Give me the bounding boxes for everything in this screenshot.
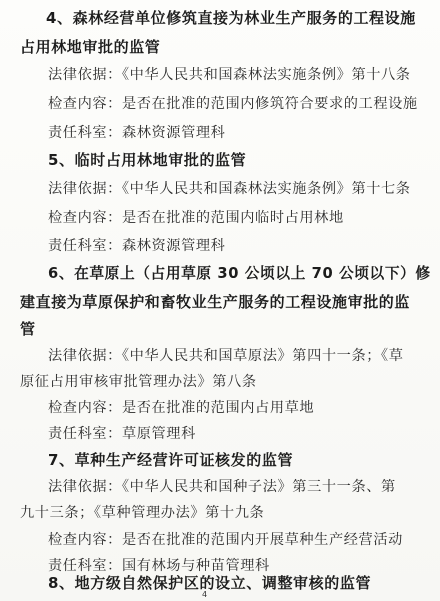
section-5-legal-basis: 法律依据：《中华人民共和国森林法实施条例》第十七条 <box>48 181 411 197</box>
section-4-responsible-dept: 责任科室：森林资源管理科 <box>48 125 226 141</box>
section-6-heading-line-1: 6、在草原上（占用草原 30 公顷以上 70 公顷以下）修 <box>48 265 431 282</box>
section-4-legal-basis: 法律依据：《中华人民共和国森林法实施条例》第十八条 <box>48 67 411 83</box>
section-6-heading-line-2: 建直接为草原保护和畜牧业生产服务的工程设施审批的监 <box>20 293 411 311</box>
section-6-heading-line-3: 管 <box>20 320 36 338</box>
section-5-heading: 5、临时占用林地审批的监管 <box>48 151 247 169</box>
section-6-legal-basis-line-1: 法律依据：《中华人民共和国草原法》第四十一条；《草 <box>48 348 404 364</box>
section-7-inspection-content: 检查内容：是否在批准的范围内开展草种生产经营活动 <box>48 532 403 548</box>
section-4-inspection-content: 检查内容：是否在批准的范围内修筑符合要求的工程设施 <box>48 96 418 112</box>
section-4-heading-line-2: 占用林地审批的监管 <box>20 38 161 56</box>
section-7-responsible-dept: 责任科室：国有林场与种苗管理科 <box>48 558 270 574</box>
section-4-heading-line-1: 4、森林经营单位修筑直接为林业生产服务的工程设施 <box>46 9 416 27</box>
section-5-inspection-content: 检查内容：是否在批准的范围内临时占用林地 <box>48 210 344 226</box>
section-7-legal-basis-line-2: 九十三条；《草种管理办法》第十九条 <box>20 505 265 521</box>
section-7-heading: 7、草种生产经营许可证核发的监管 <box>48 451 294 469</box>
section-6-responsible-dept: 责任科室：草原管理科 <box>48 426 196 442</box>
section-7-legal-basis-line-1: 法律依据：《中华人民共和国种子法》第三十一条、第 <box>48 479 396 495</box>
section-6-legal-basis-line-2: 原征占用审核审批管理办法》第八条 <box>20 374 257 390</box>
section-5-responsible-dept: 责任科室：森林资源管理科 <box>48 238 226 254</box>
section-8-heading: 8、地方级自然保护区的设立、调整审核的监管 <box>48 574 372 592</box>
page-number: 4 <box>202 590 208 599</box>
section-6-inspection-content: 检查内容：是否在批准的范围内占用草地 <box>48 400 315 416</box>
